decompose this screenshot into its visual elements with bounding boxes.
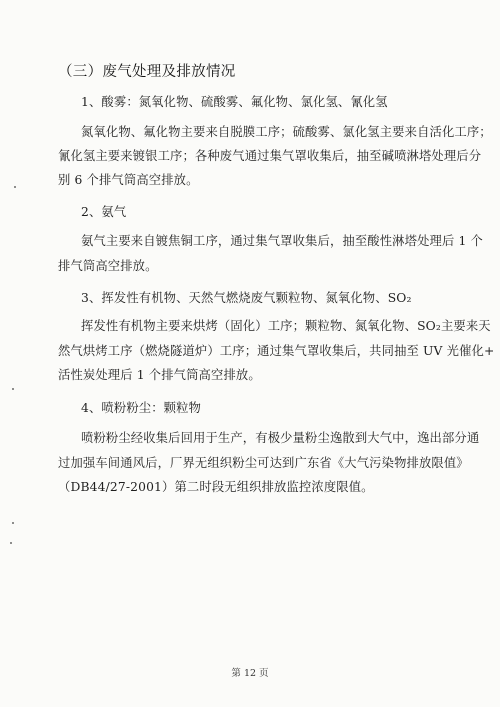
- paragraph-line: 挥发性有机物主要来烘烤（固化）工序；颗粒物、氮氧化物、SO₂主要来天: [81, 319, 491, 333]
- paragraph-line: 氨气主要来自镀焦铜工序，通过集气罩收集后，抽至酸性淋塔处理后 1 个: [81, 234, 483, 248]
- item-title-voc: 3、挥发性有机物、天然气燃烧废气颗粒物、氮氧化物、SO₂: [81, 291, 412, 305]
- paragraph-line: 氮氧化物、氟化物主要来自脱膜工序；硫酸雾、氯化氢主要来自活化工序；: [81, 125, 492, 139]
- paragraph-line: 活性炭处理后 1 个排气筒高空排放。: [58, 368, 261, 382]
- paragraph-line: 然气烘烤工序（燃烧隧道炉）工序；通过集气罩收集后，共同抽至 UV 光催化+: [58, 344, 495, 358]
- paragraph-line: 排气筒高空排放。: [58, 259, 158, 273]
- item-title-powder-dust: 4、喷粉粉尘：颗粒物: [81, 401, 201, 415]
- paragraph-line: 别 6 个排气筒高空排放。: [58, 173, 199, 187]
- item-title-acid-mist: 1、酸雾：氮氧化物、硫酸雾、氟化物、氯化氢、氰化氢: [81, 95, 388, 109]
- page-number: 第 12 页: [231, 668, 269, 679]
- scan-speck: [12, 388, 14, 390]
- paragraph-line: 氰化氢主要来镀银工序；各种废气通过集气罩收集后，抽至碱喷淋塔处理后分: [58, 149, 482, 163]
- paragraph-line: （DB44/27-2001）第二时段无组织排放监控浓度限值。: [58, 480, 374, 494]
- scan-speck: [12, 522, 14, 524]
- scan-speck: [10, 542, 12, 544]
- paragraph-line: 过加强车间通风后，厂界无组织粉尘可达到广东省《大气污染物排放限值》: [58, 456, 469, 470]
- section-heading: （三）废气处理及排放情况: [58, 64, 236, 80]
- paragraph-line: 喷粉粉尘经收集后回用于生产，有极少量粉尘逸散到大气中，逸出部分通: [81, 431, 480, 445]
- scan-speck: [14, 186, 16, 188]
- item-title-ammonia: 2、氨气: [81, 205, 127, 219]
